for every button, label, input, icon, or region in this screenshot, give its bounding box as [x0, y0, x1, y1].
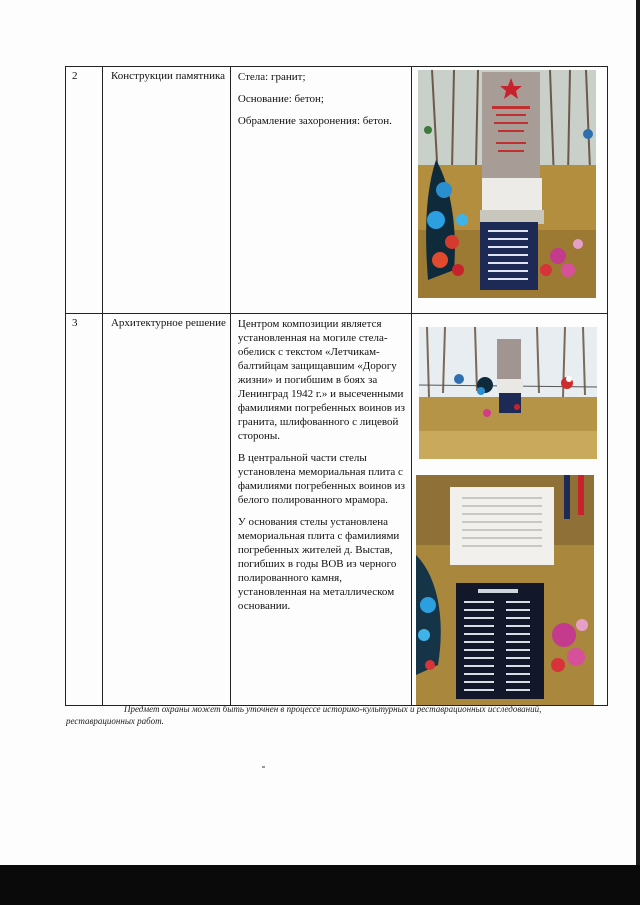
table-row [66, 67, 608, 314]
description-paragraph: Обрамление захоронения: бетон. [237, 115, 392, 127]
row-description [230, 314, 411, 706]
scan-edge [636, 0, 640, 865]
monument-photo-plaques-image [416, 475, 594, 705]
row-label: Архитектурное решение [102, 314, 230, 706]
monument-photo-general-view [419, 327, 597, 459]
monument-photo-general-view-image [419, 327, 597, 459]
description-paragraph: Стела: гранит; [237, 71, 306, 83]
monument-table [65, 66, 608, 706]
row-number: 2 [66, 67, 103, 314]
row-photo-cell [411, 67, 607, 314]
table-row [66, 314, 608, 706]
monument-photo-front [418, 70, 596, 298]
footnote [66, 703, 606, 727]
row-label: Конструкции памятника [102, 67, 230, 314]
footnote-text: Предмет охраны может быть уточнен в процессе историко-культурных и реставрационных исследований, реставрационных работ. [66, 704, 542, 726]
monument-photo-plaques [416, 475, 594, 705]
description-paragraph: Центром композиции является установленная на могиле стела-обелиск с текстом «Летчикам-балтийцам защищавшим «Дорогу жизни» и погибшим в боях за Ленинград 1942 г.» и высеченными фамилиями погребенных воинов из гранита, шлифованного с лицевой стороны. [237, 318, 405, 442]
scan-smudge [262, 766, 265, 768]
row-description [230, 67, 411, 314]
description-paragraph: Основание: бетон; [237, 93, 324, 105]
description-paragraph: В центральной части стелы установлена мемориальная плита с фамилиями погребенных воинов из белого полированного мрамора. [237, 452, 405, 506]
row-number: 3 [66, 314, 103, 706]
row-photo-cell [411, 314, 607, 706]
description-paragraph: У основания стелы установлена мемориальная плита с фамилиями погребенных жителей д. Выстав, погибших в годы ВОВ из черного полированного камня, установленная на металлическом основании. [237, 516, 400, 612]
monument-photo-front-image [418, 70, 596, 298]
scan-bottom-bar [0, 865, 640, 905]
